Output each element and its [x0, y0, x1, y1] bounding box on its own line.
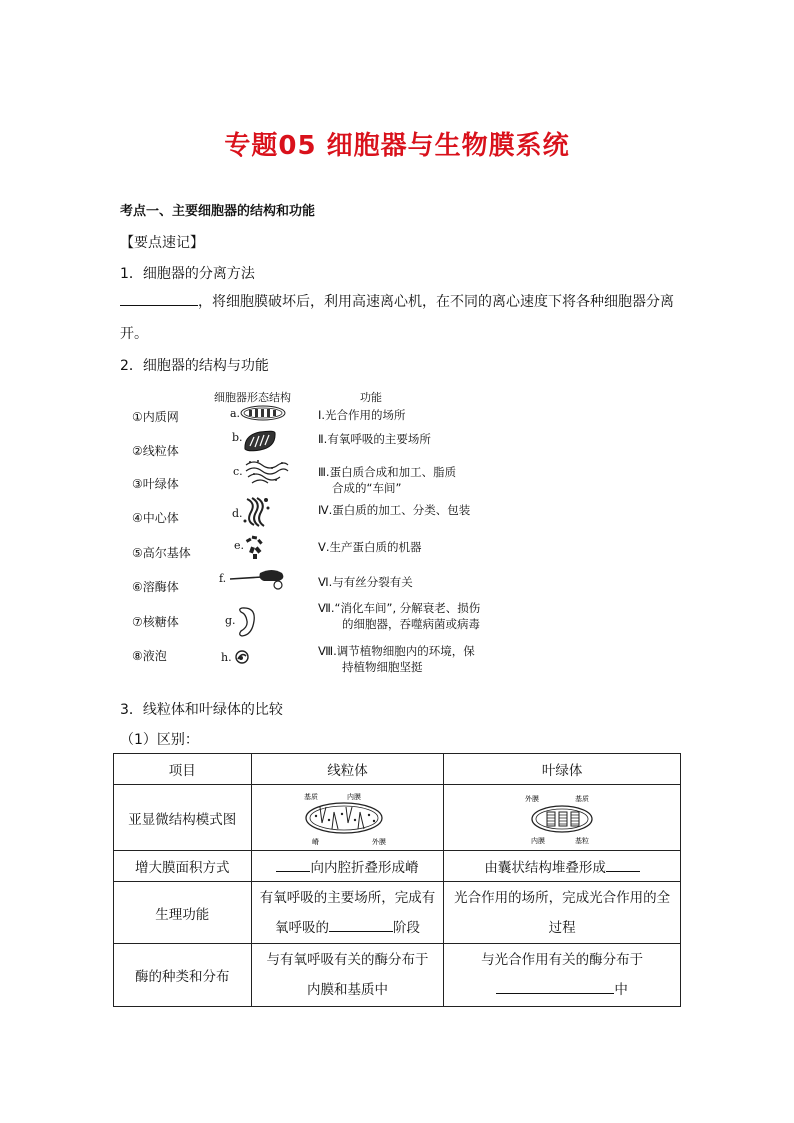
function-item: Ⅳ.蛋白质的加工、分类、包装 [318, 503, 471, 517]
chloroplast-diagram [507, 790, 617, 846]
ribosome-icon [235, 650, 249, 664]
figure-letter: a. [230, 407, 241, 420]
golgi-apparatus-icon [242, 495, 270, 529]
item1-heading: 1．细胞器的分离方法 [120, 266, 255, 282]
figure-letter: f. [219, 572, 227, 585]
item1-text-wrap: 开。 [120, 326, 148, 342]
row-label: 亚显微结构模式图 [114, 785, 252, 851]
item2-heading: 2．细胞器的结构与功能 [120, 358, 269, 374]
organelle-label: ②线粒体 [132, 444, 179, 458]
chloro-label-matrix: 基质 [575, 794, 590, 803]
organelle-label: ④中心体 [132, 511, 179, 525]
organelle-label: ⑧液泡 [132, 649, 167, 663]
section-heading: 考点一、主要细胞器的结构和功能 [120, 204, 316, 219]
chloro-area-cell: 由囊状结构堆叠形成 [444, 851, 681, 882]
chloro-label-outer: 外膜 [525, 794, 540, 803]
function-item: Ⅷ.调节植物细胞内的环境，保 持植物细胞坚挺 [318, 644, 475, 674]
mito-label-matrix: 基质 [304, 792, 319, 801]
chloro-label-grana: 基粒 [575, 836, 590, 845]
chloroplast-diagram-cell [444, 785, 681, 851]
mito-label-outer: 外膜 [372, 837, 387, 846]
table-row [114, 851, 681, 882]
chloroplast-icon [240, 405, 286, 421]
organelle-label: ⑥溶酶体 [132, 580, 179, 594]
fill-blank[interactable] [276, 857, 310, 872]
vacuole-icon [236, 605, 258, 639]
organelle-label: ⑦核糖体 [132, 615, 179, 629]
item1-paragraph [120, 286, 680, 350]
chloro-enzyme-cell: 与光合作用有关的酶分布于 中 [444, 944, 681, 1007]
organelle-label: ①内质网 [132, 410, 179, 424]
mitochondrion-icon [242, 429, 278, 453]
item3-heading: 3．线粒体和叶绿体的比较 [120, 702, 283, 718]
endoplasmic-reticulum-icon [242, 457, 290, 487]
mitochondrion-diagram [292, 790, 402, 846]
chloro-label-inner: 内膜 [531, 836, 546, 845]
organelle-label: ③叶绿体 [132, 477, 179, 491]
mito-label-cristae: 嵴 [312, 837, 320, 846]
figure-letter: g. [225, 614, 236, 627]
table-row [114, 785, 681, 851]
centrosome-icon [242, 533, 270, 561]
fill-blank[interactable] [496, 979, 614, 994]
header-cell: 项目 [114, 754, 252, 785]
item1-text: ，将细胞膜破坏后，利用高速离心机，在不同的离心速度下将各种细胞器分离 [198, 294, 674, 310]
table-header-row [114, 754, 681, 785]
function-item: Ⅱ.有氧呼吸的主要场所 [318, 432, 431, 446]
figure-letter: c. [233, 465, 243, 478]
function-item: Ⅶ.“消化车间”, 分解衰老、损伤 的细胞器，吞噬病菌或病毒 [318, 601, 481, 631]
figure-letter: b. [232, 431, 243, 444]
col-structure: 细胞器形态结构 [214, 391, 291, 404]
row-label: 增大膜面积方式 [114, 851, 252, 882]
row-label: 生理功能 [114, 882, 252, 944]
header-cell: 线粒体 [251, 754, 444, 785]
function-item: Ⅴ.生产蛋白质的机器 [318, 540, 422, 554]
table-row [114, 944, 681, 1007]
mito-function-cell: 有氧呼吸的主要场所，完成有 氧呼吸的 阶段 [251, 882, 444, 944]
mito-area-cell: 向内腔折叠形成嵴 [251, 851, 444, 882]
mitochondrion-diagram-cell [251, 785, 444, 851]
fill-blank[interactable] [606, 857, 640, 872]
organelle-label: ⑤高尔基体 [132, 546, 191, 560]
figure-letter: e. [234, 539, 245, 552]
chloro-function-cell: 光合作用的场所，完成光合作用的全 过程 [444, 882, 681, 944]
col-function: 功能 [360, 391, 382, 404]
figure-letter: d. [232, 507, 243, 520]
fill-blank[interactable] [329, 917, 393, 932]
header-cell: 叶绿体 [444, 754, 681, 785]
page-title: 专题05 细胞器与生物膜系统 [224, 131, 570, 161]
comparison-table [113, 753, 681, 1007]
function-item: Ⅵ.与有丝分裂有关 [318, 575, 413, 589]
key-points-label: 【要点速记】 [120, 235, 204, 251]
function-item: Ⅰ.光合作用的场所 [318, 408, 406, 422]
figure-letter: h. [221, 651, 232, 664]
table-row [114, 882, 681, 944]
mito-enzyme-cell: 与有氧呼吸有关的酶分布于 内膜和基质中 [251, 944, 444, 1007]
function-item: Ⅲ.蛋白质合成和加工、脂质 合成的“车间” [318, 465, 457, 495]
lysosome-icon [228, 567, 298, 593]
mito-label-inner: 内膜 [347, 792, 362, 801]
row-label: 酶的种类和分布 [114, 944, 252, 1007]
organelle-figure [118, 385, 678, 685]
fill-blank[interactable] [120, 291, 198, 306]
item3-subheading: （1）区别： [120, 732, 199, 748]
